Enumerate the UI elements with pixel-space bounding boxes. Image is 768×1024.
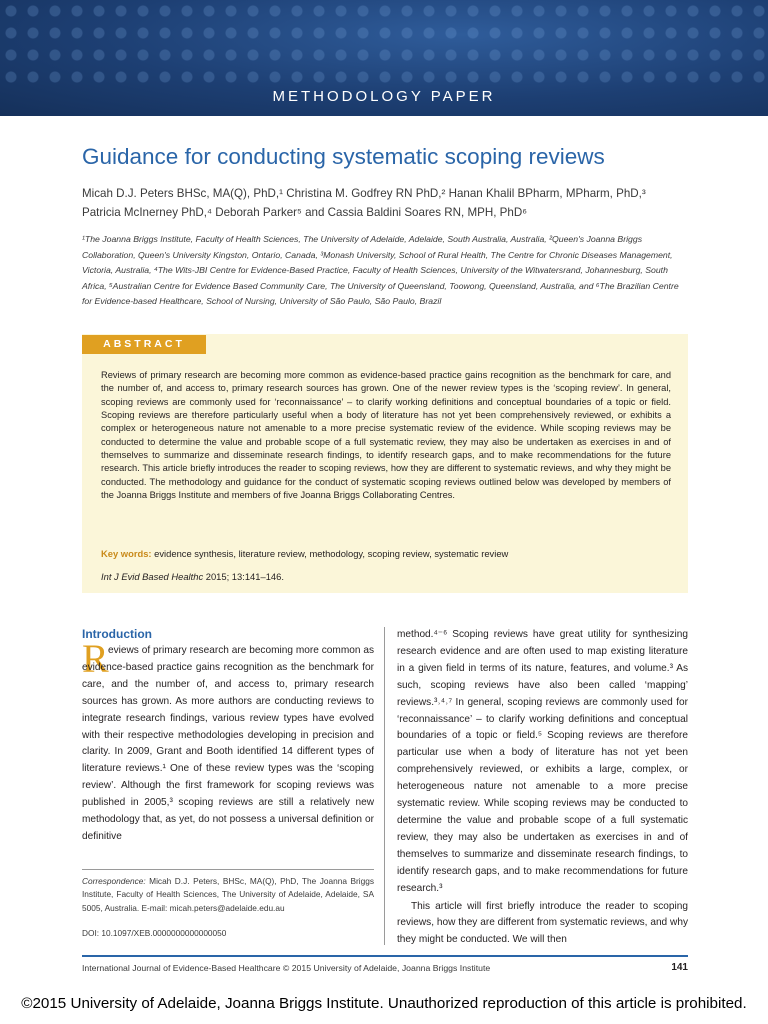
citation-volume: 2015; 13:141–146. <box>203 571 284 582</box>
abstract-label: ABSTRACT <box>82 335 206 354</box>
correspondence <box>82 875 374 915</box>
page-number: 141 <box>671 962 688 973</box>
correspondence-rule <box>82 869 374 870</box>
keywords-label: Key words: <box>101 548 152 559</box>
copyright-notice: ©2015 University of Adelaide, Joanna Briggs Institute. Unauthorized reproduction of this article is prohibited. <box>21 995 747 1012</box>
author-line-2: Patricia McInerney PhD,⁴ Deborah Parker⁵ and Cassia Baldini Soares RN, MPH, PhD⁶ <box>82 206 527 219</box>
correspondence-label: Correspondence: <box>82 876 146 886</box>
banner-dot-pattern <box>0 0 768 84</box>
keywords <box>101 548 671 559</box>
intro-right-paragraph-2: This article will first briefly introduce the reader to scoping reviews, how they are different from systematic reviews, and why they might be conducted. We will then <box>397 900 688 946</box>
intro-left-column <box>82 643 374 846</box>
doi: DOI: 10.1097/XEB.0000000000000050 <box>82 928 227 938</box>
drop-cap: R <box>82 636 109 681</box>
intro-right-paragraph-1: method.⁴⁻⁶ Scoping reviews have great utility for synthesizing research evidence and are often used to map existing literature in a given field in terms of its nature, features, and volume.³ As such, scoping reviews have also been called ‘mapping’ reviews.³˒⁴˒⁷ In general, scoping reviews are commonly used for ‘reconnaissance’ – to clarify working definitions and conceptual boundaries of a topic or field.⁵ Scoping reviews are therefore particular use when a body of literature has not yet been comprehensively reviewed, or exhibits a large, complex, or heterogeneous nature not amenable to a more precise systematic review. While scoping reviews may be conducted to determine the value and probable scope of a full systematic review, they may also be undertaken as exercises in and of themselves to summarize and disseminate research findings, to identify research gaps, and to make recommendations for future research.³ <box>397 629 688 894</box>
author-line-1: Micah D.J. Peters BHSc, MA(Q), PhD,¹ Christina M. Godfrey RN PhD,² Hanan Khalil BPharm, MPharm, PhD,³ <box>82 187 646 200</box>
intro-right-column <box>397 627 688 949</box>
citation <box>101 571 671 582</box>
affiliations: ¹The Joanna Briggs Institute, Faculty of Health Sciences, The University of Adelaide, Adelaide, South Australia, Australia, ²Queen's Joanna Briggs Collaboration, Queen's University Kingston, Ontario, Canada, ³Monash University, School of Rural Health, The Centre for Chronic Diseases Management, Victoria, Australia, ⁴The Wits-JBI Centre for Evidence-Based Practice, Faculty of Health Sciences, University of the Witwatersrand, Johannesburg, South Africa, ⁵Australian Centre for Evidence Based Community Care, The University of Queensland, Toowong, Queensland, Australia, and ⁶The Brazilian Centre for Evidence-based Healthcare, School of Nursing, University of São Paulo, São Paulo, Brazil <box>82 234 679 307</box>
article-title: Guidance for conducting systematic scoping reviews <box>82 144 605 169</box>
intro-left-text: eviews of primary research are becoming more common as evidence-based practice gains recognition as the benchmark for care, and the number of, and access to, primary research sources has grown. As more authors are conducting reviews to integrate research findings, various review types have evolved with their respective methodologies developing in precision and clarity. In 2009, Grant and Booth identified 14 different types of literature reviews.¹ One of these review types was the ‘scoping review’. Although the first framework for scoping reviews was published in 2005,³ scoping reviews are still a relatively new methodology that, as yet, do not possess a universal definition or definitive <box>82 645 374 842</box>
column-divider <box>384 627 385 945</box>
keywords-list: evidence synthesis, literature review, methodology, scoping review, systematic review <box>154 548 509 559</box>
journal-abbrev: Int J Evid Based Healthc <box>101 571 204 582</box>
section-heading-introduction: Introduction <box>82 627 152 641</box>
header-banner <box>0 0 768 116</box>
footer-journal: International Journal of Evidence-Based Healthcare © 2015 University of Adelaide, Joanna Briggs Institute <box>82 963 491 973</box>
footer-rule <box>82 955 688 957</box>
correspondence-text: Micah D.J. Peters, BHSc, MA(Q), PhD, The Joanna Briggs Institute, Faculty of Health Sciences, The University of Adelaide, Adelaide, SA 5005, Australia. E-mail: micah.peters@adelaide.edu.au <box>82 876 374 913</box>
abstract-text: Reviews of primary research are becoming more common as evidence-based practice gains recognition as the benchmark for care, and the number of, and access to, primary research sources has grown. One of the newer review types is the ‘scoping review’. In general, scoping reviews are commonly used for ‘reconnaissance’ – to clarify working definitions and conceptual boundaries of a topic or field. Scoping reviews are therefore particularly useful when a body of literature has not yet been comprehensively reviewed, or exhibits a complex or heterogeneous nature not amenable to a more precise systematic review of the evidence. While scoping reviews may be conducted to determine the value and probable scope of a full systematic review, they may also be undertaken as exercises in and of themselves to summarize and disseminate research findings, to identify research gaps, and to make recommendations for the future research. This article briefly introduces the reader to scoping reviews, how they are different to systematic reviews, and why they might be conducted. The methodology and guidance for the conduct of systematic scoping reviews outlined below was developed by members of the Joanna Briggs Institute and members of five Joanna Briggs Collaborating Centres. <box>101 370 671 501</box>
author-list <box>82 184 692 222</box>
section-label: METHODOLOGY PAPER <box>272 88 496 105</box>
